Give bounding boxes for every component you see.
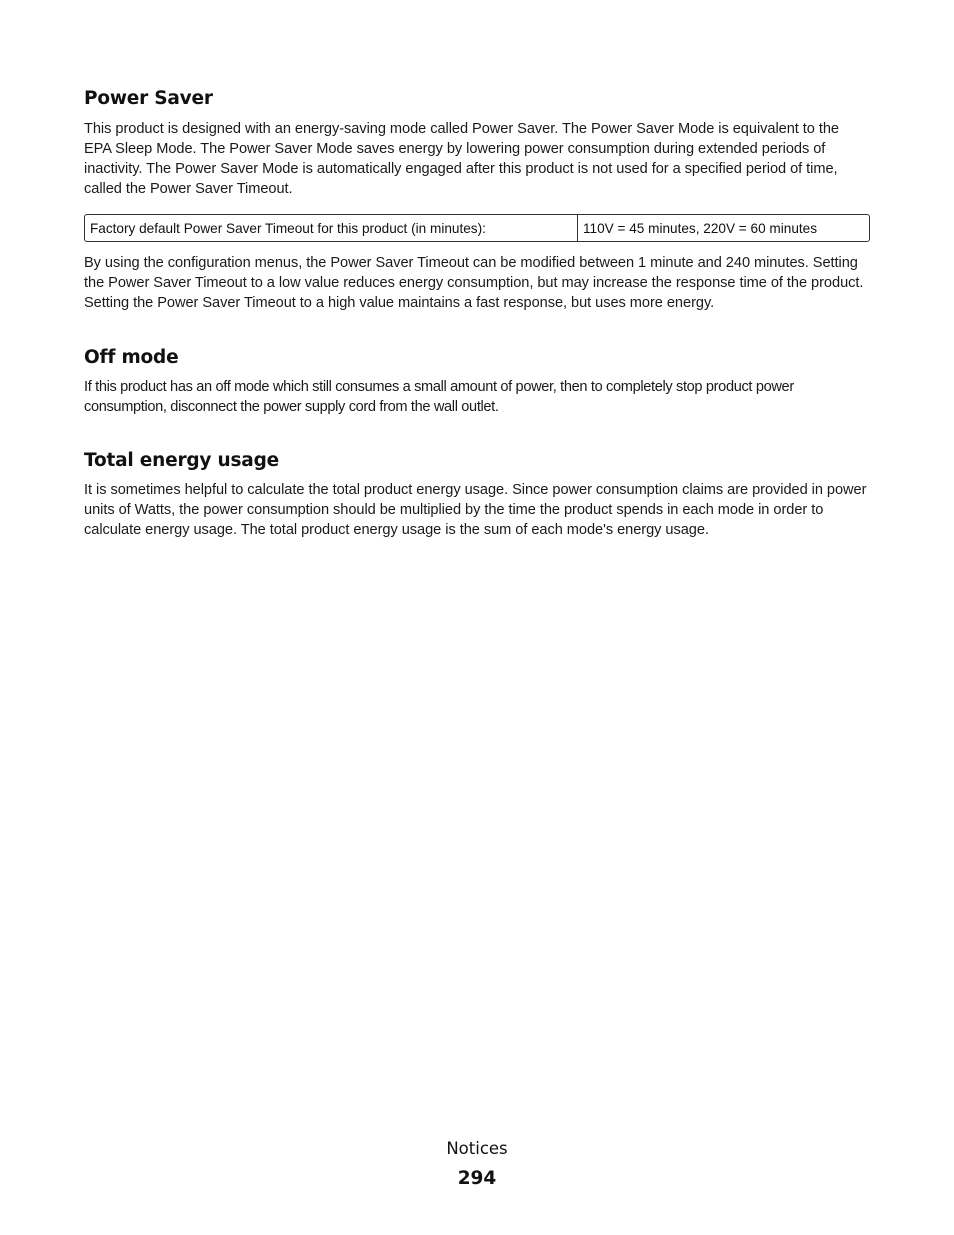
footer-section-name: Notices bbox=[446, 1139, 508, 1158]
page-number: 294 bbox=[457, 1168, 497, 1189]
total-energy-body: It is sometimes helpful to calculate the total product energy usage. Since power consumption claims are provided in power units of Watts, the power consumption should be multiplied by the time the product spends in each mode in order to calculate energy usage. The total product energy usage is the sum of each mode's energy usage. bbox=[84, 482, 867, 538]
power-saver-heading: Power Saver bbox=[84, 88, 213, 109]
timeout-label-cell: Factory default Power Saver Timeout for this product (in minutes): bbox=[85, 215, 578, 241]
total-energy-heading: Total energy usage bbox=[84, 450, 279, 471]
off-mode-body: If this product has an off mode which still consumes a small amount of power, then to completely stop product power consumption, disconnect the power supply cord from the wall outlet. bbox=[84, 379, 794, 415]
page-content bbox=[84, 86, 870, 540]
power-saver-intro: This product is designed with an energy-saving mode called Power Saver. The Power Saver Mode is equivalent to the EPA Sleep Mode. The Power Saver Mode saves energy by lowering power consumption during extended periods of inactivity. The Power Saver Mode is automatically engaged after this product is not used for a specified period of time, called the Power Saver Timeout. bbox=[84, 121, 839, 197]
power-saver-timeout-table bbox=[84, 214, 870, 242]
timeout-value-cell: 110V = 45 minutes, 220V = 60 minutes bbox=[583, 221, 818, 236]
power-saver-followup: By using the configuration menus, the Power Saver Timeout can be modified between 1 minute and 240 minutes. Setting the Power Saver Timeout to a low value reduces energy consumption, but may increase the response time of the product. Setting the Power Saver Timeout to a high value maintains a fast response, but uses more energy. bbox=[84, 255, 864, 311]
off-mode-heading: Off mode bbox=[84, 347, 179, 368]
